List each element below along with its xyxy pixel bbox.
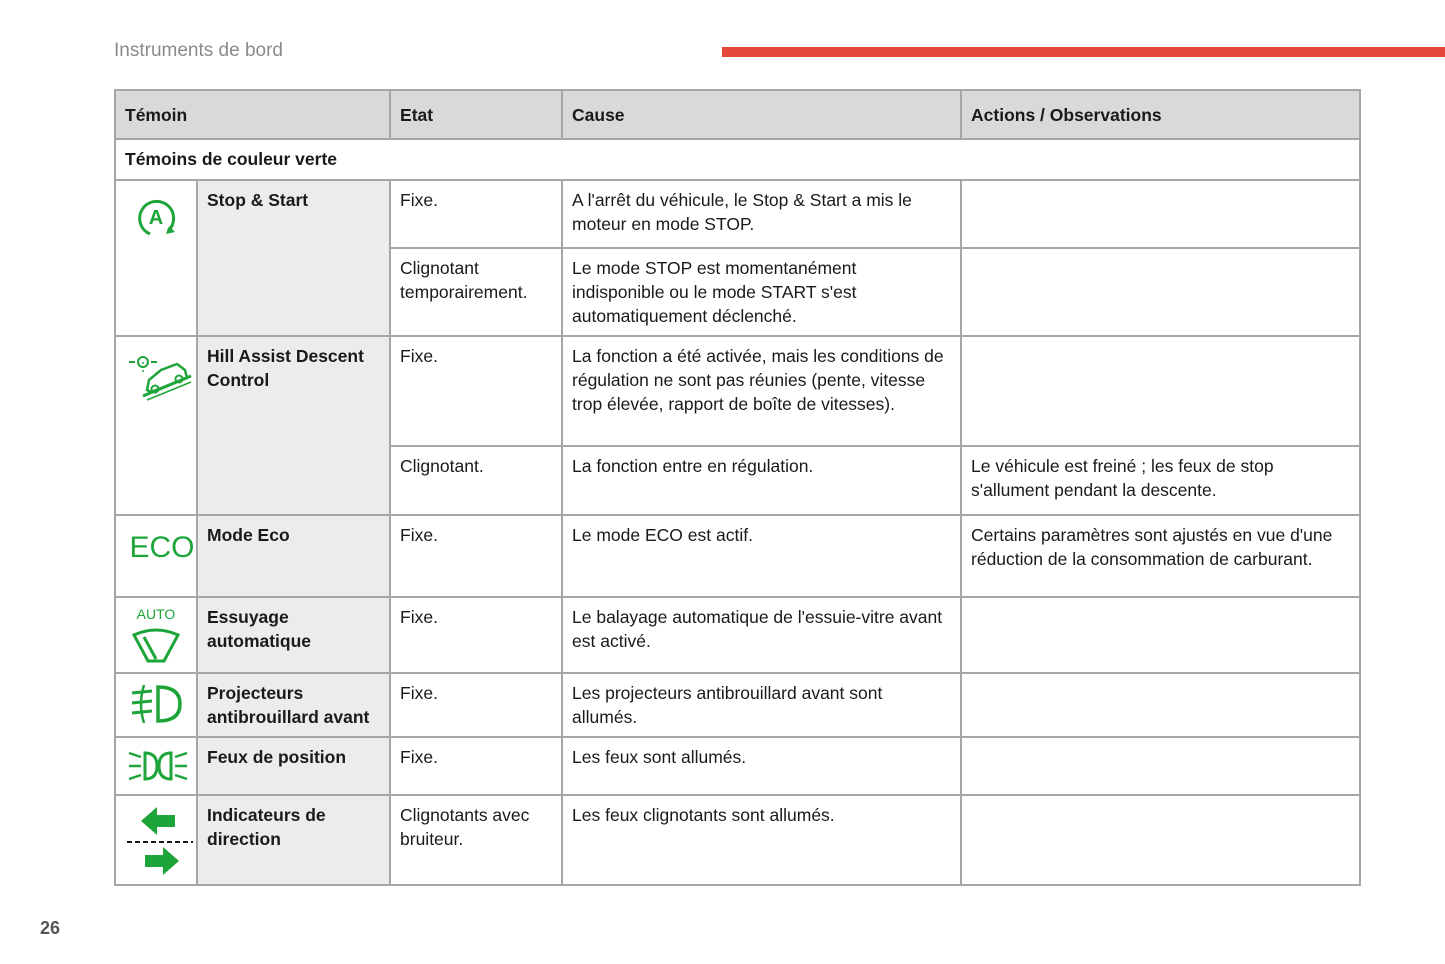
actions-cell: [961, 336, 1360, 446]
eco-icon: [125, 523, 199, 567]
section-row: [115, 139, 1360, 180]
front-fog-light-icon: [126, 681, 186, 727]
cause-cell: Le mode ECO est actif.: [562, 515, 961, 597]
etat-cell: Fixe.: [390, 336, 562, 446]
etat-cell: Fixe.: [390, 180, 562, 248]
etat-cell: Clignotant temporairement.: [390, 248, 562, 336]
etat-cell: Clignotant.: [390, 446, 562, 515]
stop-start-icon: [126, 188, 186, 248]
auto-wiper-icon: [126, 605, 186, 665]
icon-cell: [115, 180, 197, 336]
cause-cell: Les projecteurs antibrouillard avant sont allumés.: [562, 673, 961, 737]
icon-cell: [115, 795, 197, 885]
svg-text:A: A: [148, 207, 164, 229]
table-row: [115, 673, 1360, 737]
actions-cell: Certains paramètres sont ajustés en vue d'une réduction de la consommation de carburant.: [961, 515, 1360, 597]
position-lights-icon: [125, 745, 191, 787]
light-name: Essuyage automatique: [197, 597, 390, 673]
table-header-row: [115, 90, 1360, 139]
actions-cell: [961, 248, 1360, 336]
table-row: [115, 597, 1360, 673]
light-name: Stop & Start: [197, 180, 390, 336]
icon-cell: [115, 336, 197, 515]
table-row: [115, 336, 1360, 446]
cause-cell: A l'arrêt du véhicule, le Stop & Start a mis le moteur en mode STOP.: [562, 180, 961, 248]
cause-cell: La fonction a été activée, mais les conditions de régulation ne sont pas réunies (pente, vitesse trop élevée, rapport de boîte de vitesses).: [562, 336, 961, 446]
etat-cell: Fixe.: [390, 673, 562, 737]
table-row: [115, 180, 1360, 248]
cause-cell: Les feux sont allumés.: [562, 737, 961, 795]
actions-cell: [961, 673, 1360, 737]
icon-cell: [115, 515, 197, 597]
light-name: Projecteurs antibrouillard avant: [197, 673, 390, 737]
actions-cell: [961, 795, 1360, 885]
actions-cell: [961, 597, 1360, 673]
table-row: [115, 737, 1360, 795]
hill-descent-icon: [125, 344, 195, 404]
icon-cell: [115, 597, 197, 673]
etat-cell: Clignotants avec bruiteur.: [390, 795, 562, 885]
column-header-actions: Actions / Observations: [961, 90, 1360, 139]
header-title: Instruments de bord: [114, 40, 283, 61]
light-name: Feux de position: [197, 737, 390, 795]
direction-indicators-icon: [125, 803, 195, 877]
cause-cell: Les feux clignotants sont allumés.: [562, 795, 961, 885]
page-number: 26: [40, 918, 61, 938]
icon-cell: [115, 737, 197, 795]
icon-cell: [115, 673, 197, 737]
actions-cell: [961, 180, 1360, 248]
light-name: Mode Eco: [197, 515, 390, 597]
actions-cell: Le véhicule est freiné ; les feux de stop s'allument pendant la descente.: [961, 446, 1360, 515]
etat-cell: Fixe.: [390, 737, 562, 795]
svg-text:ECO: ECO: [129, 531, 195, 564]
light-name: Indicateurs de direction: [197, 795, 390, 885]
light-name: Hill Assist Descent Control: [197, 336, 390, 515]
etat-cell: Fixe.: [390, 515, 562, 597]
cause-cell: La fonction entre en régulation.: [562, 446, 961, 515]
column-header-temoin: Témoin: [115, 90, 390, 139]
actions-cell: [961, 737, 1360, 795]
header-accent-bar: [722, 47, 1445, 57]
column-header-cause: Cause: [562, 90, 961, 139]
warning-lights-table: [114, 89, 1361, 886]
etat-cell: Fixe.: [390, 597, 562, 673]
cause-cell: Le mode STOP est momentanément indisponible ou le mode START s'est automatiquement déclenché.: [562, 248, 961, 336]
table-row: [115, 795, 1360, 885]
svg-text:AUTO: AUTO: [136, 606, 176, 622]
table-row: [115, 515, 1360, 597]
section-title: Témoins de couleur verte: [115, 139, 1360, 180]
column-header-etat: Etat: [390, 90, 562, 139]
cause-cell: Le balayage automatique de l'essuie-vitre avant est activé.: [562, 597, 961, 673]
